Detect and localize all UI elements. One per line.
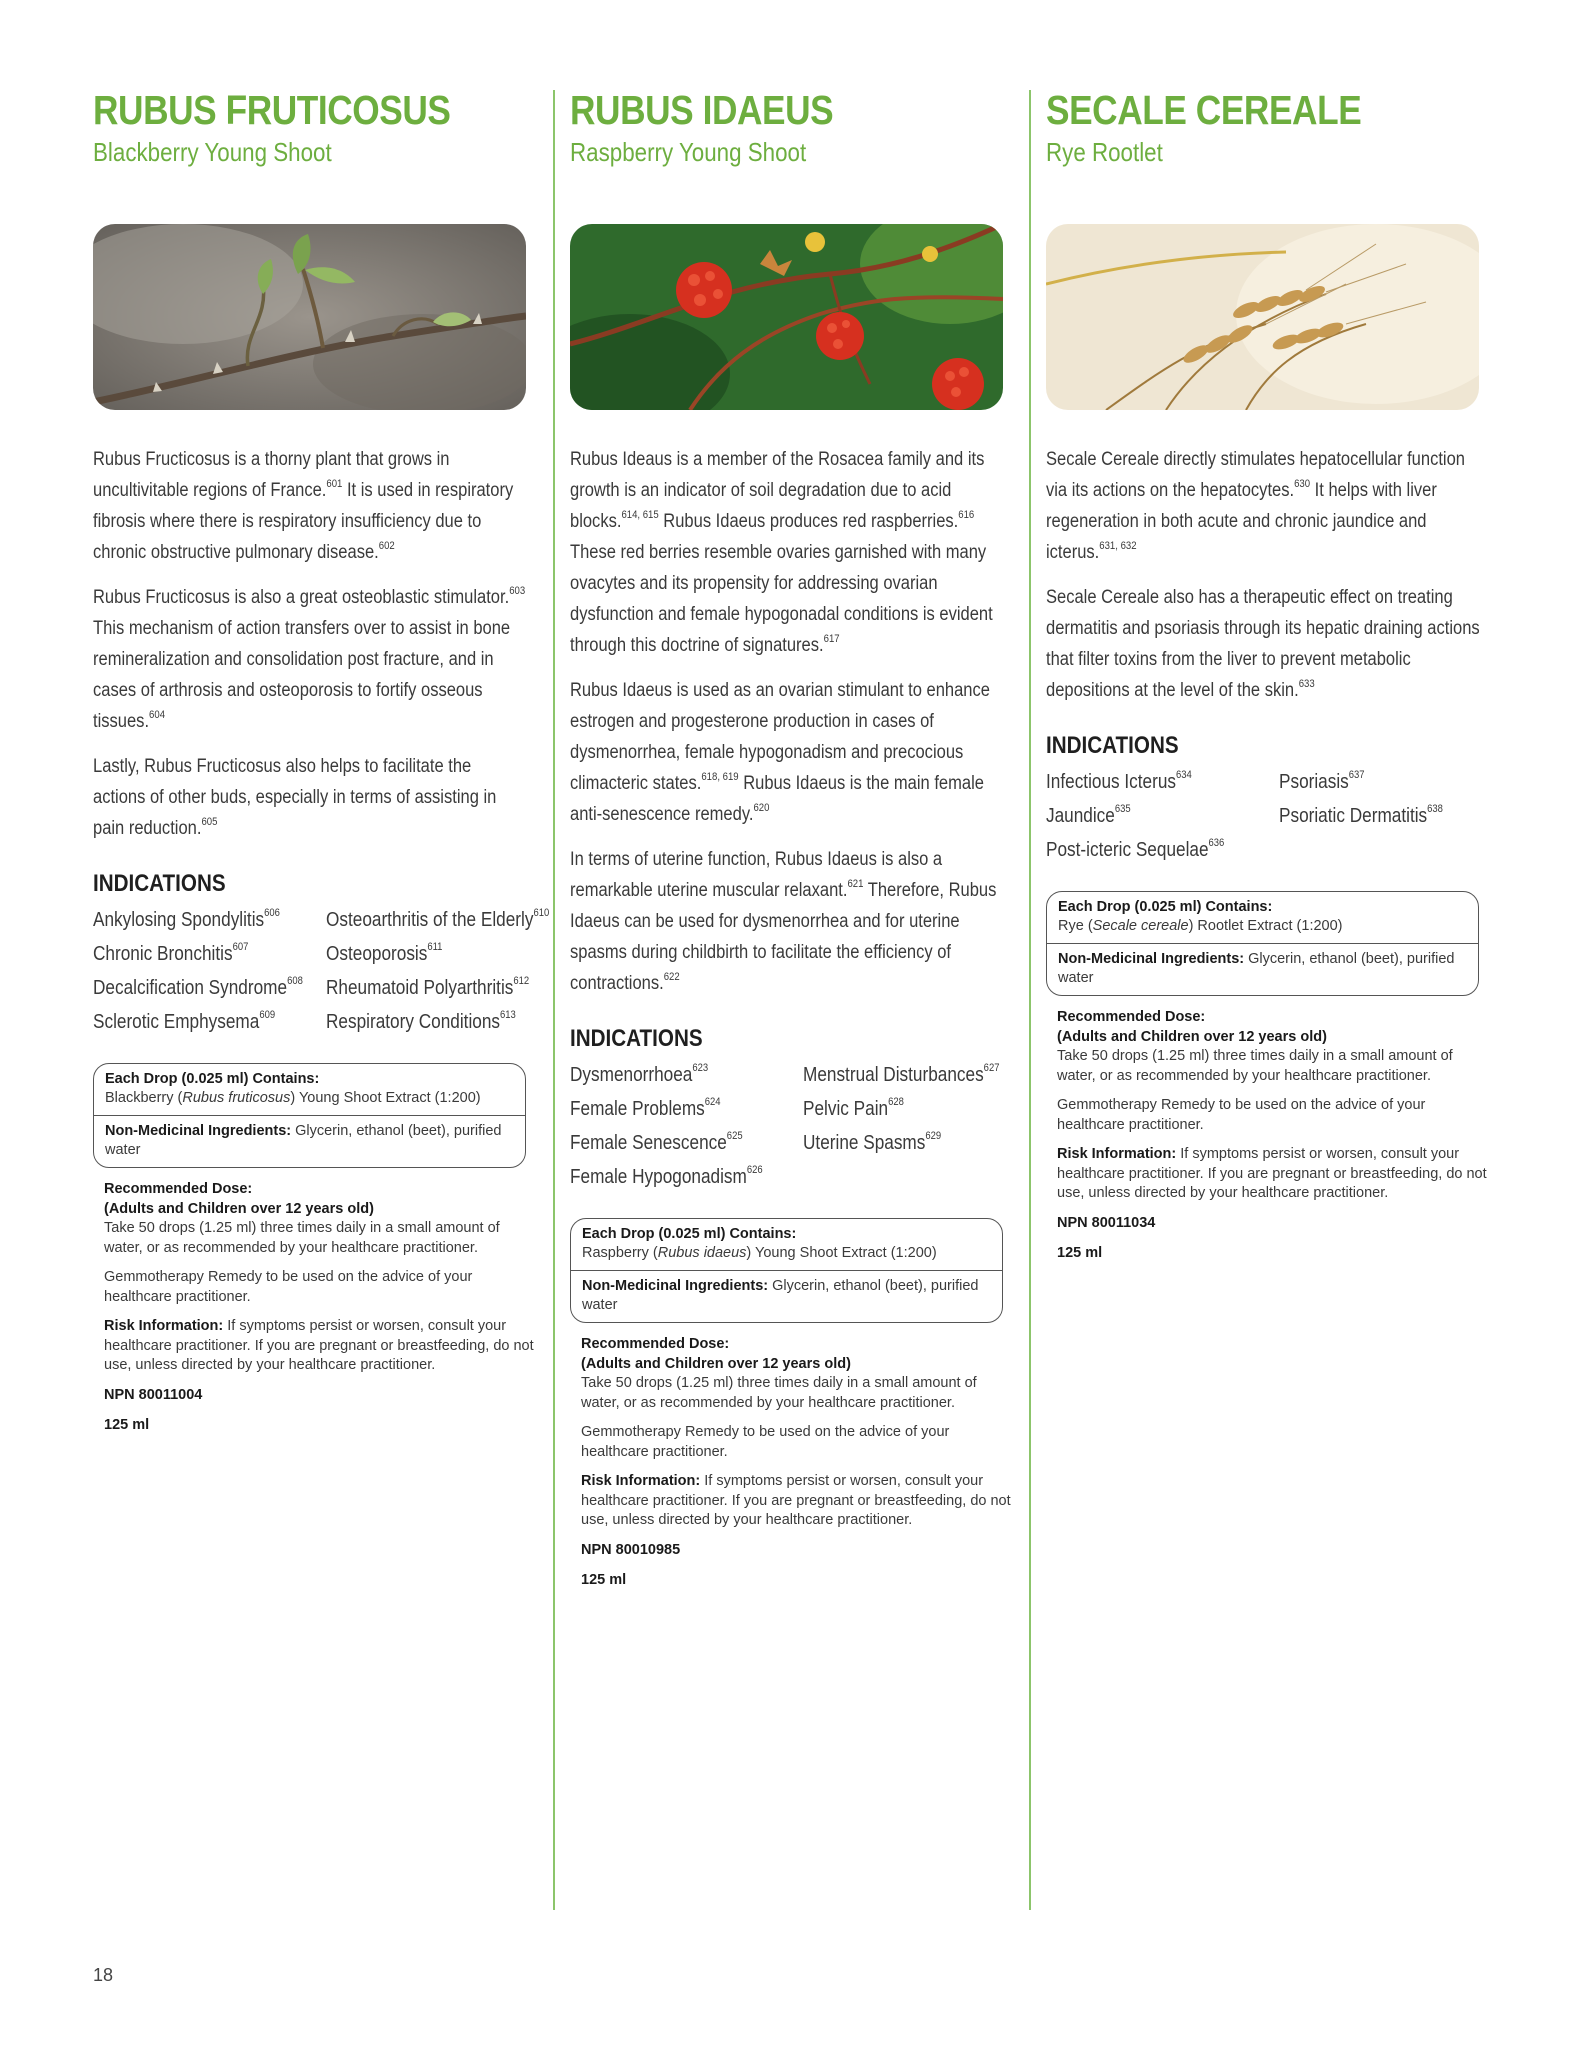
indications-list xyxy=(1046,766,1491,867)
description-paragraph: Secale Cereale also has a therapeutic effect on treating dermatitis and psoriasis through its hepatic draining actions that filter toxins from the liver to prevent metabolic depositions at the level of the skin.$^{633}$ xyxy=(1046,587,1480,701)
indications-heading: INDICATIONS xyxy=(93,870,226,897)
monograph-subtitle: Raspberry Young Shoot xyxy=(570,137,807,167)
indication-item: Chronic Bronchitis$^{607}$ xyxy=(93,941,249,965)
reference-number: 611 xyxy=(427,941,443,954)
non-medicinal-ingredients: Non-Medicinal Ingredients: Glycerin, ethanol (beet), purified water xyxy=(94,1115,525,1167)
reference-number: 604 xyxy=(149,708,166,721)
indication-item: Dysmenorrhoea$^{623}$ xyxy=(570,1062,709,1086)
ingredients-box xyxy=(1046,891,1479,996)
reference-number: 602 xyxy=(378,539,395,552)
ingredients-box xyxy=(93,1063,526,1168)
volume: 125 ml xyxy=(581,1572,627,1588)
reference-number: 616 xyxy=(958,508,975,521)
reference-number: 614, 615 xyxy=(621,508,659,521)
photo-frame xyxy=(570,224,1003,410)
npn-number: NPN 80011034 xyxy=(1057,1214,1156,1231)
reference-number: 634 xyxy=(1176,769,1192,782)
dosage-info xyxy=(93,1180,534,1436)
reference-number: 633 xyxy=(1298,677,1315,690)
non-medicinal-ingredients: Non-Medicinal Ingredients: Glycerin, ethanol (beet), purified water xyxy=(1047,943,1478,995)
indication-item: Ankylosing Spondylitis$^{606}$ xyxy=(93,907,280,931)
photo-frame xyxy=(1046,224,1479,410)
recommended-dose: Recommended Dose: (Adults and Children over 12 years old) Take 50 drops (1.25 ml) three times daily in a small amount of water, or as recommended by your healthcare practitioner. xyxy=(581,1336,977,1411)
reference-number: 601 xyxy=(326,477,343,490)
risk-information: Risk Information: If symptoms persist or worsen, consult your healthcare practitioner. If you are pregnant or breastfeeding, do not use, unless directed by your healthcare practitioner. xyxy=(581,1473,1011,1528)
description-paragraph: Rubus Idaeus is used as an ovarian stimulant to enhance estrogen and progesterone production in cases of dysmenorrhea, female hypogonadism and precocious climacteric states.$^{618, 619}$ Rubus Idaeus is the main female anti-senescence remedy.$^{620}$ xyxy=(570,680,990,825)
indication-item: Pelvic Pain$^{628}$ xyxy=(803,1096,904,1120)
photo-frame xyxy=(93,224,526,410)
reference-number: 636 xyxy=(1208,837,1225,850)
reference-number: 618, 619 xyxy=(701,770,739,783)
indication-item: Female Problems$^{624}$ xyxy=(570,1096,721,1120)
recommended-dose: Recommended Dose: (Adults and Children over 12 years old) Take 50 drops (1.25 ml) three times daily in a small amount of water, or as recommended by your healthcare practitioner. xyxy=(104,1181,500,1256)
indication-item: Osteoporosis$^{611}$ xyxy=(326,941,443,965)
monograph-title: SECALE CEREALE xyxy=(1046,87,1362,133)
indication-item: Osteoarthritis of the Elderly$^{610}$ xyxy=(326,907,550,931)
indication-item: Female Hypogonadism$^{626}$ xyxy=(570,1164,763,1188)
monograph-subtitle: Rye Rootlet xyxy=(1046,137,1163,167)
description xyxy=(570,444,1015,999)
reference-number: 635 xyxy=(1114,803,1131,816)
reference-number: 612 xyxy=(513,975,530,988)
reference-number: 628 xyxy=(888,1096,904,1109)
recommended-dose: Recommended Dose: (Adults and Children over 12 years old) Take 50 drops (1.25 ml) three times daily in a small amount of water, or as recommended by your healthcare practitioner. xyxy=(1057,1009,1453,1084)
reference-number: 625 xyxy=(726,1130,743,1143)
reference-number: 617 xyxy=(823,632,840,645)
indication-item: Decalcification Syndrome$^{608}$ xyxy=(93,975,303,999)
reference-number: 607 xyxy=(232,941,249,954)
risk-information: Risk Information: If symptoms persist or worsen, consult your healthcare practitioner. If you are pregnant or breastfeeding, do not use, unless directed by your healthcare practitioner. xyxy=(104,1318,534,1373)
reference-number: 638 xyxy=(1427,803,1443,816)
reference-number: 609 xyxy=(259,1009,276,1022)
indication-item: Infectious Icterus$^{634}$ xyxy=(1046,769,1192,793)
indications-heading: INDICATIONS xyxy=(570,1025,703,1052)
monograph-column xyxy=(1046,86,1491,1275)
reference-number: 624 xyxy=(704,1096,721,1109)
medicinal-ingredients: Each Drop (0.025 ml) Contains: Blackberry (Rubus fruticosus) Young Shoot Extract (1:200) xyxy=(105,1071,481,1106)
monograph-subtitle: Blackberry Young Shoot xyxy=(93,137,332,167)
description xyxy=(1046,444,1491,706)
reference-number: 621 xyxy=(847,877,864,890)
monograph-column xyxy=(93,86,550,1447)
dosage-info xyxy=(1046,1008,1487,1264)
indication-item: Uterine Spasms$^{629}$ xyxy=(803,1130,942,1154)
reference-number: 623 xyxy=(692,1062,709,1075)
gemmotherapy-note: Gemmotherapy Remedy to be used on the advice of your healthcare practitioner. xyxy=(104,1269,473,1305)
reference-number: 608 xyxy=(287,975,303,988)
column-divider xyxy=(553,90,555,1910)
indication-item: Jaundice$^{635}$ xyxy=(1046,803,1131,827)
indications-list xyxy=(93,904,550,1039)
indications-list xyxy=(570,1059,1015,1194)
monograph-title: RUBUS FRUTICOSUS xyxy=(93,87,451,133)
indication-item: Psoriasis$^{637}$ xyxy=(1279,769,1365,793)
monograph-column xyxy=(570,86,1015,1602)
description xyxy=(93,444,538,844)
reference-number: 610 xyxy=(533,907,550,920)
reference-number: 603 xyxy=(509,584,526,597)
ingredients-box xyxy=(570,1218,1003,1323)
reference-number: 605 xyxy=(201,815,218,828)
indications-heading: INDICATIONS xyxy=(1046,732,1179,759)
reference-number: 631, 632 xyxy=(1099,539,1137,552)
reference-number: 629 xyxy=(925,1130,942,1143)
npn-number: NPN 80010985 xyxy=(581,1541,681,1558)
reference-number: 626 xyxy=(746,1164,763,1177)
column-divider xyxy=(1029,90,1031,1910)
indication-item: Psoriatic Dermatitis$^{638}$ xyxy=(1279,803,1443,827)
indication-item: Respiratory Conditions$^{613}$ xyxy=(326,1009,516,1033)
indication-item: Sclerotic Emphysema$^{609}$ xyxy=(93,1009,276,1033)
reference-number: 620 xyxy=(753,801,770,814)
reference-number: 606 xyxy=(264,907,280,920)
medicinal-ingredients: Each Drop (0.025 ml) Contains: Raspberry (Rubus idaeus) Young Shoot Extract (1:200) xyxy=(582,1226,937,1261)
reference-number: 637 xyxy=(1348,769,1365,782)
raspberry-photo xyxy=(570,224,1003,410)
rye-photo xyxy=(1046,224,1479,410)
volume: 125 ml xyxy=(104,1417,150,1433)
indication-item: Rheumatoid Polyarthritis$^{612}$ xyxy=(326,975,530,999)
gemmotherapy-note: Gemmotherapy Remedy to be used on the advice of your healthcare practitioner. xyxy=(581,1424,950,1460)
description-paragraph: Rubus Ideaus is a member of the Rosacea family and its growth is an indicator of soil degradation due to acid blocks.$^{614, 615}$ Rubus Idaeus produces red raspberries.$^{616}$ These red berries resemble ovaries garnished with many ovacytes and its propensity for addressing ovarian dysfunction and female hypogonadal conditions is evident through this doctrine of signatures.$^{617}$ xyxy=(570,449,993,656)
page-number: 18 xyxy=(93,1965,114,1985)
indication-item: Female Senescence$^{625}$ xyxy=(570,1130,743,1154)
dosage-info xyxy=(570,1335,1011,1591)
npn-number: NPN 80011004 xyxy=(104,1386,203,1403)
risk-information: Risk Information: If symptoms persist or worsen, consult your healthcare practitioner. If you are pregnant or breastfeeding, do not use, unless directed by your healthcare practitioner. xyxy=(1057,1146,1487,1201)
description-paragraph: In terms of uterine function, Rubus Idaeus is also a remarkable uterine muscular relaxant.$^{621}$ Therefore, Rubus Idaeus can be used for dysmenorrhea and for uterine spasms during childbirth to facilitate the efficiency of contractions.$^{622}$ xyxy=(570,849,997,994)
indication-item: Post-icteric Sequelae$^{636}$ xyxy=(1046,837,1225,861)
monograph-title: RUBUS IDAEUS xyxy=(570,87,834,133)
indication-item: Menstrual Disturbances$^{627}$ xyxy=(803,1062,1000,1086)
non-medicinal-ingredients: Non-Medicinal Ingredients: Glycerin, ethanol (beet), purified water xyxy=(571,1270,1002,1322)
blackberry-shoot-photo xyxy=(93,224,526,410)
reference-number: 622 xyxy=(663,970,680,983)
reference-number: 613 xyxy=(500,1009,516,1022)
volume: 125 ml xyxy=(1057,1245,1103,1261)
description-paragraph: Lastly, Rubus Fructicosus also helps to facilitate the actions of other buds, especially in terms of assisting in pain reduction.$^{605}$ xyxy=(93,756,497,839)
description-paragraph: Rubus Fructicosus is a thorny plant that grows in uncultivitable regions of France.$^{601}$ It is used in respiratory fibrosis where there is respiratory insufficiency due to chronic obstructive pulmonary disease.$^{602}$ xyxy=(93,449,514,563)
description-paragraph: Rubus Fructicosus is also a great osteoblastic stimulator.$^{603}$ This mechanism of action transfers over to assist in bone remineralization and consolidation post fracture, and in cases of arthrosis and osteoporosis to fortify osseous tissues.$^{604}$ xyxy=(93,584,526,732)
reference-number: 627 xyxy=(983,1062,1000,1075)
description-paragraph: Secale Cereale directly stimulates hepatocellular function via its actions on the hepatocytes.$^{630}$ It helps with liver regeneration in both acute and chronic jaundice and icterus.$^{631, 632}$ xyxy=(1046,449,1465,563)
reference-number: 630 xyxy=(1294,477,1311,490)
gemmotherapy-note: Gemmotherapy Remedy to be used on the advice of your healthcare practitioner. xyxy=(1057,1097,1426,1133)
medicinal-ingredients: Each Drop (0.025 ml) Contains: Rye (Secale cereale) Rootlet Extract (1:200) xyxy=(1058,899,1343,934)
